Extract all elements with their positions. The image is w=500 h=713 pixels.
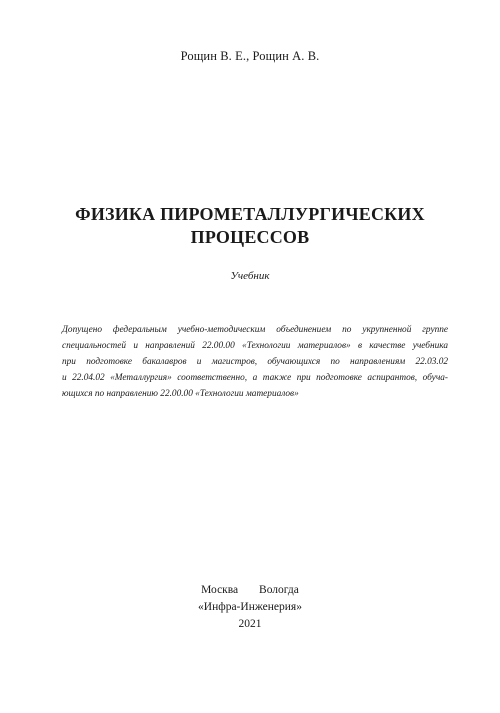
imprint-city-moscow: Москва [201,584,239,596]
imprint-year: 2021 [238,618,262,630]
book-title-line-1: ФИЗИКА ПИРОМЕТАЛЛУРГИЧЕСКИХ [75,204,425,224]
approval-line-2: специальностей и направлений 22.00.00 «Технологии материалов» в качестве учебника [62,341,448,351]
imprint-cities [0,582,500,599]
authors: Рощин В. Е., Рощин А. В. [180,49,320,63]
approval-line-5: ющихся по направлению 22.00.00 «Технологии материалов» [62,389,299,399]
approval-statement [62,322,448,402]
approval-line-1: Допущено федеральным учебно-методическим объединением по укрупненной группе [62,325,448,335]
imprint-city-vologda: Вологда [259,584,299,596]
approval-line-4: и 22.04.02 «Металлургия» соответственно, а также при подготовке аспирантов, обуча- [62,373,448,383]
genre-label: Учебник [230,270,270,282]
book-title-line-2: ПРОЦЕССОВ [190,227,310,247]
approval-line-3: при подготовке бакалавров и магистров, обучающихся по направлениям 22.03.02 [62,357,448,367]
book-title [0,203,500,249]
imprint-publisher: «Инфра-Инженерия» [198,601,302,613]
imprint [0,582,500,633]
